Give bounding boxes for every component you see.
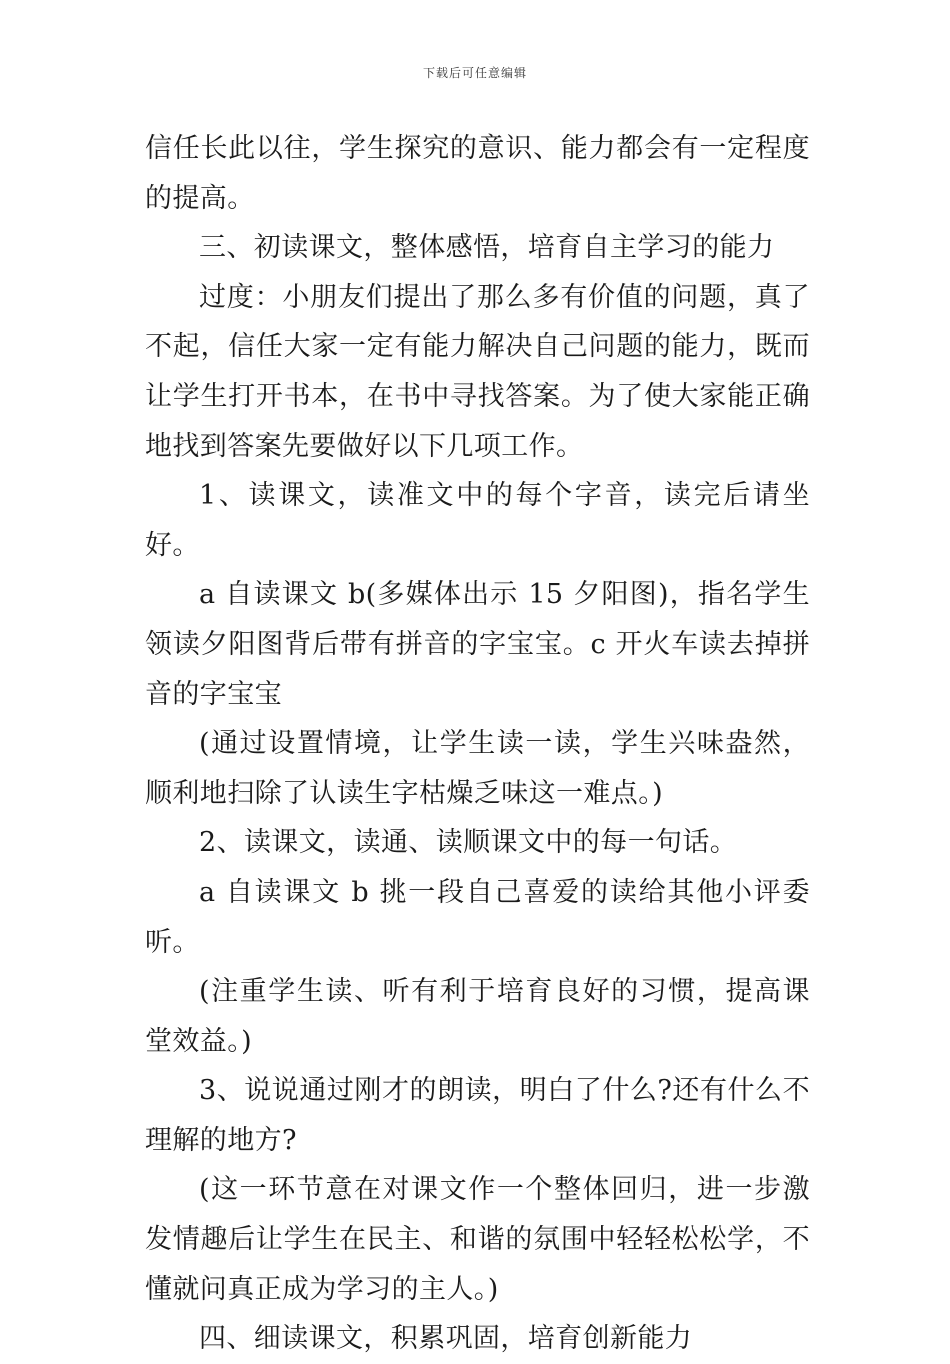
list-item: 1、读课文，读准文中的每个字音，读完后请坐好。: [145, 480, 810, 561]
paragraph: 过度：小朋友们提出了那么多有价值的问题，真了不起，信任大家一定有能力解决自己问题的能力，既而让学生打开书本，在书中寻找答案。为了使大家能正确地找到答案先要做好以下几项工作。: [145, 281, 810, 462]
paragraph: 信任长此以往，学生探究的意识、能力都会有一定程度的提高。: [145, 133, 810, 214]
list-item: 3、说说通过刚才的朗读，明白了什么?还有什么不理解的地方?: [145, 1075, 810, 1156]
list-item: 2、读课文，读通、读顺课文中的每一句话。: [199, 827, 738, 859]
section-heading: 四、细读课文，积累巩固，培育创新能力: [199, 1323, 693, 1355]
paragraph-note: (注重学生读、听有利于培育良好的习惯，提高课堂效益。): [145, 976, 810, 1057]
section-heading: 三、初读课文，整体感悟，培育自主学习的能力: [199, 232, 775, 264]
paragraph-note: (这一环节意在对课文作一个整体回归，进一步激发情趣后让学生在民主、和谐的氛围中轻轻松松学，不懂就问真正成为学习的主人。): [145, 1174, 810, 1305]
paragraph-note: (通过设置情境，让学生读一读，学生兴味盎然，顺利地扫除了认读生字枯燥乏味这一难点。): [145, 728, 810, 809]
paragraph: a 自读课文 b(多媒体出示 15 夕阳图)，指名学生领读夕阳图背后带有拼音的字宝宝。c 开火车读去掉拼音的字宝宝: [145, 579, 810, 710]
paragraph: a 自读课文 b 挑一段自己喜爱的读给其他小评委听。: [145, 876, 810, 958]
document-body: [145, 124, 810, 1364]
page-header: 下载后可任意编辑: [422, 66, 527, 80]
